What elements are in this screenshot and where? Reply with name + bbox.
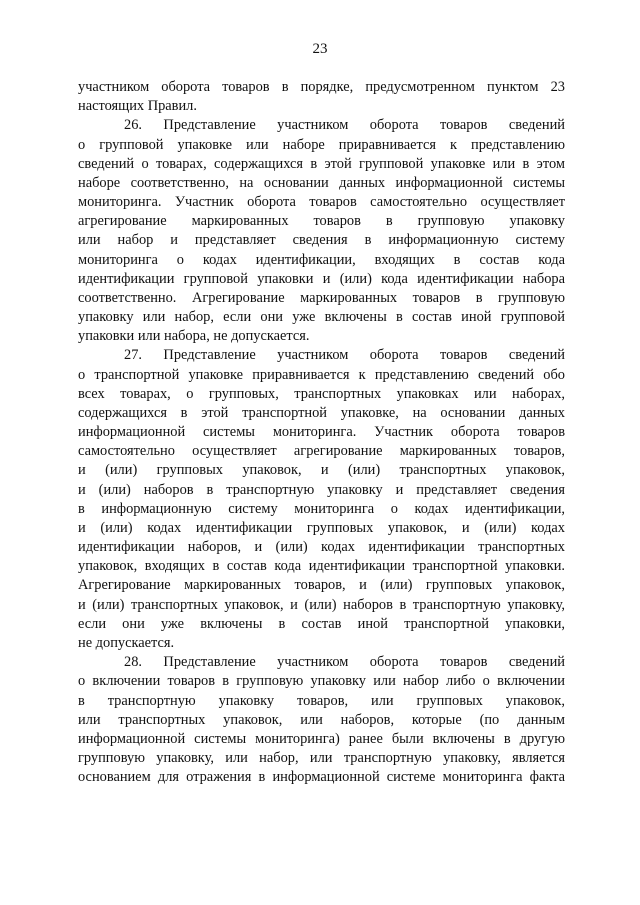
- text-line: если они уже включены в состав иной транспортной упаковки,: [78, 615, 565, 632]
- text-line: или транспортных упаковок, или наборов, которые (по данным: [78, 711, 565, 728]
- text-line: соответственно. Агрегирование маркированных товаров в групповую: [78, 289, 565, 306]
- text-line: настоящих Правил.: [78, 98, 197, 115]
- text-line: наборе соответственно, на основании данных информационной системы: [78, 174, 565, 191]
- text-line: Агрегирование маркированных товаров, и (или) групповых упаковок,: [78, 577, 565, 594]
- text-line: и (или) наборов в транспортную упаковку и представляет сведения: [78, 481, 565, 498]
- page-number: 23: [312, 41, 328, 57]
- text-line: упаковки или набора, не допускается.: [78, 328, 310, 345]
- text-line: о групповой упаковке или наборе приравнивается к представлению: [78, 136, 565, 153]
- text-line: самостоятельно осуществляет агрегирование маркированных товаров,: [78, 443, 565, 460]
- text-line: о включении товаров в групповую упаковку или набор либо о включении: [78, 673, 565, 690]
- text-line: идентификации групповой упаковки и (или) кода идентификации набора: [78, 270, 565, 287]
- text-line: мониторинга. Участник оборота товаров самостоятельно осуществляет: [78, 194, 565, 211]
- text-line: в транспортную упаковку товаров, или групповых упаковок,: [78, 692, 565, 709]
- text-line: 26. Представление участником оборота товаров сведений: [124, 117, 565, 134]
- text-line: информационной системы мониторинга) ранее были включены в другую: [78, 730, 565, 747]
- text-line: и (или) транспортных упаковок, и (или) наборов в транспортную упаковку,: [78, 596, 565, 613]
- text-line: идентификации наборов, и (или) кодах идентификации транспортных: [78, 539, 565, 556]
- text-line: в информационную систему мониторинга о кодах идентификации,: [78, 500, 565, 517]
- text-line: групповую упаковку, или набор, или транспортную упаковку, является: [78, 750, 565, 767]
- text-line: содержащихся в этой транспортной упаковке, на основании данных: [78, 404, 565, 421]
- text-line: упаковок, входящих в состав кода идентификации транспортной упаковки.: [78, 558, 565, 575]
- text-line: и (или) групповых упаковок, и (или) транспортных упаковок,: [78, 462, 565, 479]
- text-line: не допускается.: [78, 634, 175, 651]
- text-line: 28. Представление участником оборота товаров сведений: [124, 654, 565, 671]
- document-body: [78, 78, 565, 787]
- text-line: сведений о товарах, содержащихся в этой групповой упаковке или в этом: [78, 155, 565, 172]
- text-line: или набор и представляет сведения в информационную систему: [78, 232, 565, 249]
- text-line: упаковку или набор, если они уже включены в состав иной групповой: [78, 309, 565, 326]
- text-line: основанием для отражения в информационной системе мониторинга факта: [78, 769, 565, 786]
- text-line: информационной системы мониторинга. Участник оборота товаров: [78, 424, 565, 441]
- text-line: мониторинга о кодах идентификации, входящих в состав кода: [78, 251, 565, 268]
- text-line: 27. Представление участником оборота товаров сведений: [124, 347, 565, 364]
- text-line: участником оборота товаров в порядке, предусмотренном пунктом 23: [78, 79, 565, 95]
- text-line: агрегирование маркированных товаров в групповую упаковку: [78, 213, 565, 230]
- text-line: и (или) кодах идентификации групповых упаковок, и (или) кодах: [78, 519, 565, 536]
- text-line: о транспортной упаковке приравнивается к представлению сведений обо: [78, 366, 565, 383]
- text-line: всех товарах, о групповых, транспортных упаковках или наборах,: [78, 385, 565, 402]
